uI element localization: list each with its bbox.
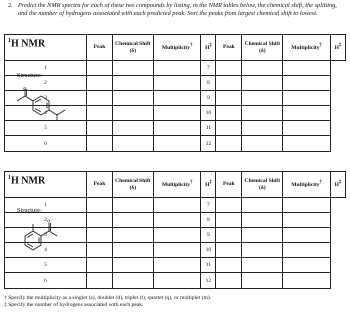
- chemical-shift-header: Chemical Shift (δ): [242, 172, 283, 198]
- hydrogen-count-cell[interactable]: [153, 106, 200, 121]
- multiplicity-cell[interactable]: [112, 91, 153, 106]
- multiplicity-cell[interactable]: [242, 228, 283, 243]
- peak-number: 12: [201, 273, 216, 288]
- table-1-label-cell: [5, 35, 87, 91]
- multiplicity-cell[interactable]: [242, 106, 283, 121]
- chemical-shift-cell[interactable]: [87, 136, 113, 151]
- multiplicity-cell[interactable]: [242, 273, 283, 288]
- chemical-shift-header: Chemical Shift (δ): [112, 35, 153, 61]
- multiplicity-header: Multiplicity†: [283, 35, 330, 61]
- chemical-shift-cell[interactable]: [87, 61, 113, 76]
- hydrogen-count-cell[interactable]: [153, 136, 200, 151]
- chemical-shift-header: Chemical Shift (δ): [242, 35, 283, 61]
- hydrogen-count-cell[interactable]: [283, 121, 330, 136]
- chemical-shift-cell[interactable]: [216, 76, 242, 91]
- peak-number: 4: [5, 243, 87, 258]
- h-header: H‡: [201, 172, 216, 198]
- footnotes: [4, 295, 346, 308]
- multiplicity-cell[interactable]: [112, 121, 153, 136]
- table-2-label-cell: [5, 172, 87, 224]
- peak-number: 5: [5, 121, 87, 136]
- multiplicity-cell[interactable]: [242, 258, 283, 273]
- multiplicity-cell[interactable]: [242, 213, 283, 228]
- peak-number: 1: [5, 198, 87, 213]
- multiplicity-header: Multiplicity†: [153, 172, 200, 198]
- chemical-shift-cell[interactable]: [216, 198, 242, 213]
- peak-number: 10: [201, 106, 216, 121]
- h-header: H‡: [330, 35, 345, 61]
- chemical-shift-cell[interactable]: [87, 121, 113, 136]
- hydrogen-count-cell[interactable]: [283, 243, 330, 258]
- structure-ortho-ketone-drawing: [19, 216, 59, 252]
- multiplicity-header: Multiplicity†: [283, 172, 330, 198]
- peak-header: Peak: [216, 172, 242, 198]
- peak-number: 6: [5, 136, 87, 151]
- nmr-table-2: [4, 171, 346, 289]
- chemical-shift-cell[interactable]: [216, 121, 242, 136]
- table-row: [5, 61, 346, 76]
- hydrogen-count-cell[interactable]: [153, 228, 200, 243]
- hydrogen-count-cell[interactable]: [153, 273, 200, 288]
- peak-header: Peak: [87, 35, 113, 61]
- hydrogen-count-cell[interactable]: [153, 76, 200, 91]
- peak-number: 7: [201, 198, 216, 213]
- hydrogen-count-cell[interactable]: [153, 213, 200, 228]
- peak-number: 12: [201, 136, 216, 151]
- hydrogen-count-cell[interactable]: [153, 91, 200, 106]
- chemical-shift-cell[interactable]: [87, 243, 113, 258]
- chemical-shift-cell[interactable]: [216, 91, 242, 106]
- peak-number: 1: [5, 61, 87, 76]
- multiplicity-cell[interactable]: [112, 61, 153, 76]
- chemical-shift-cell[interactable]: [87, 258, 113, 273]
- multiplicity-cell[interactable]: [242, 136, 283, 151]
- chemical-shift-cell[interactable]: [216, 61, 242, 76]
- hydrogen-count-cell[interactable]: [283, 273, 330, 288]
- chemical-shift-cell[interactable]: [216, 106, 242, 121]
- table-row: [5, 136, 346, 151]
- peak-number: 8: [201, 213, 216, 228]
- hydrogen-count-cell[interactable]: [283, 213, 330, 228]
- chemical-shift-cell[interactable]: [87, 76, 113, 91]
- hydrogen-count-cell[interactable]: [153, 121, 200, 136]
- hydrogen-count-cell[interactable]: [153, 61, 200, 76]
- peak-number: 9: [201, 228, 216, 243]
- question-number: 2.: [8, 2, 13, 9]
- table-row: [5, 121, 346, 136]
- hydrogen-count-cell[interactable]: [153, 258, 200, 273]
- table-row: [5, 258, 346, 273]
- peak-number: 3: [5, 228, 87, 243]
- multiplicity-cell[interactable]: [112, 243, 153, 258]
- structure-para-ketone-drawing: [11, 87, 77, 123]
- multiplicity-cell[interactable]: [112, 198, 153, 213]
- multiplicity-cell[interactable]: [112, 228, 153, 243]
- peak-number: 6: [5, 273, 87, 288]
- hydrogen-count-cell[interactable]: [283, 61, 330, 76]
- hydrogen-count-cell[interactable]: [153, 243, 200, 258]
- table-1-title: $^1$H NMR: [8, 38, 46, 50]
- hydrogen-count-cell[interactable]: [283, 106, 330, 121]
- multiplicity-cell[interactable]: [112, 213, 153, 228]
- hydrogen-count-cell[interactable]: [283, 76, 330, 91]
- peak-number: 4: [5, 106, 87, 121]
- chemical-shift-cell[interactable]: [216, 213, 242, 228]
- chemical-shift-cell[interactable]: [216, 243, 242, 258]
- chemical-shift-cell[interactable]: [87, 213, 113, 228]
- multiplicity-cell[interactable]: [242, 91, 283, 106]
- multiplicity-cell[interactable]: [112, 273, 153, 288]
- table-row: [5, 198, 346, 213]
- multiplicity-cell[interactable]: [242, 121, 283, 136]
- multiplicity-cell[interactable]: [112, 106, 153, 121]
- svg-text:O: O: [47, 218, 51, 224]
- hydrogen-count-cell[interactable]: [283, 198, 330, 213]
- hydrogen-count-cell[interactable]: [283, 258, 330, 273]
- peak-number: 11: [201, 258, 216, 273]
- peak-number: 10: [201, 243, 216, 258]
- question-text: Predict the NMR spectra for each of these two compounds by listing, in the NMR tables below, the chemical shift, the splitting, and the number of hydrogens associated with each predicted peak. Sort the peaks from largest chemical shift to lowest.: [18, 2, 337, 17]
- table-1-structure-label: Structure:: [17, 72, 42, 79]
- chemical-shift-cell[interactable]: [87, 198, 113, 213]
- peak-number: 11: [201, 121, 216, 136]
- multiplicity-cell[interactable]: [242, 76, 283, 91]
- chemical-shift-header: Chemical Shift (δ): [112, 172, 153, 198]
- hydrogen-count-cell[interactable]: [283, 136, 330, 151]
- table-2-title: $^1$H NMR: [8, 175, 46, 187]
- peak-number: 3: [5, 91, 87, 106]
- svg-text:O: O: [23, 85, 27, 91]
- peak-number: 5: [5, 258, 87, 273]
- chemical-shift-cell[interactable]: [87, 228, 113, 243]
- footnote-hydrogens: ‡ Specify the number of hydrogens associated with each peak.: [4, 301, 144, 308]
- nmr-table-1: [4, 34, 346, 152]
- h-header: H‡: [201, 35, 216, 61]
- peak-number: 2: [5, 213, 87, 228]
- peak-number: 9: [201, 91, 216, 106]
- table-2-structure-label: Structure:: [17, 207, 42, 214]
- h-header: H‡: [330, 172, 345, 198]
- footnote-multiplicity: † Specify the multiplicity as a singlet (s), doublet (d), triplet (t), quartet (q), or multiplet (m).: [4, 295, 212, 301]
- hydrogen-count-cell[interactable]: [153, 198, 200, 213]
- multiplicity-header: Multiplicity†: [153, 35, 200, 61]
- table-row: [5, 273, 346, 288]
- peak-number: 8: [201, 76, 216, 91]
- chemical-shift-cell[interactable]: [216, 273, 242, 288]
- chemical-shift-cell[interactable]: [87, 273, 113, 288]
- multiplicity-cell[interactable]: [242, 243, 283, 258]
- multiplicity-cell[interactable]: [112, 76, 153, 91]
- peak-header: Peak: [216, 35, 242, 61]
- chemical-shift-cell[interactable]: [87, 91, 113, 106]
- chemical-shift-cell[interactable]: [216, 136, 242, 151]
- multiplicity-cell[interactable]: [242, 61, 283, 76]
- chemical-shift-cell[interactable]: [216, 258, 242, 273]
- multiplicity-cell[interactable]: [112, 136, 153, 151]
- peak-header: Peak: [87, 172, 113, 198]
- hydrogen-count-cell[interactable]: [283, 228, 330, 243]
- chemical-shift-cell[interactable]: [87, 106, 113, 121]
- hydrogen-count-cell[interactable]: [283, 91, 330, 106]
- peak-number: 2: [5, 76, 87, 91]
- chemical-shift-cell[interactable]: [216, 228, 242, 243]
- multiplicity-cell[interactable]: [242, 198, 283, 213]
- peak-number: 7: [201, 61, 216, 76]
- multiplicity-cell[interactable]: [112, 258, 153, 273]
